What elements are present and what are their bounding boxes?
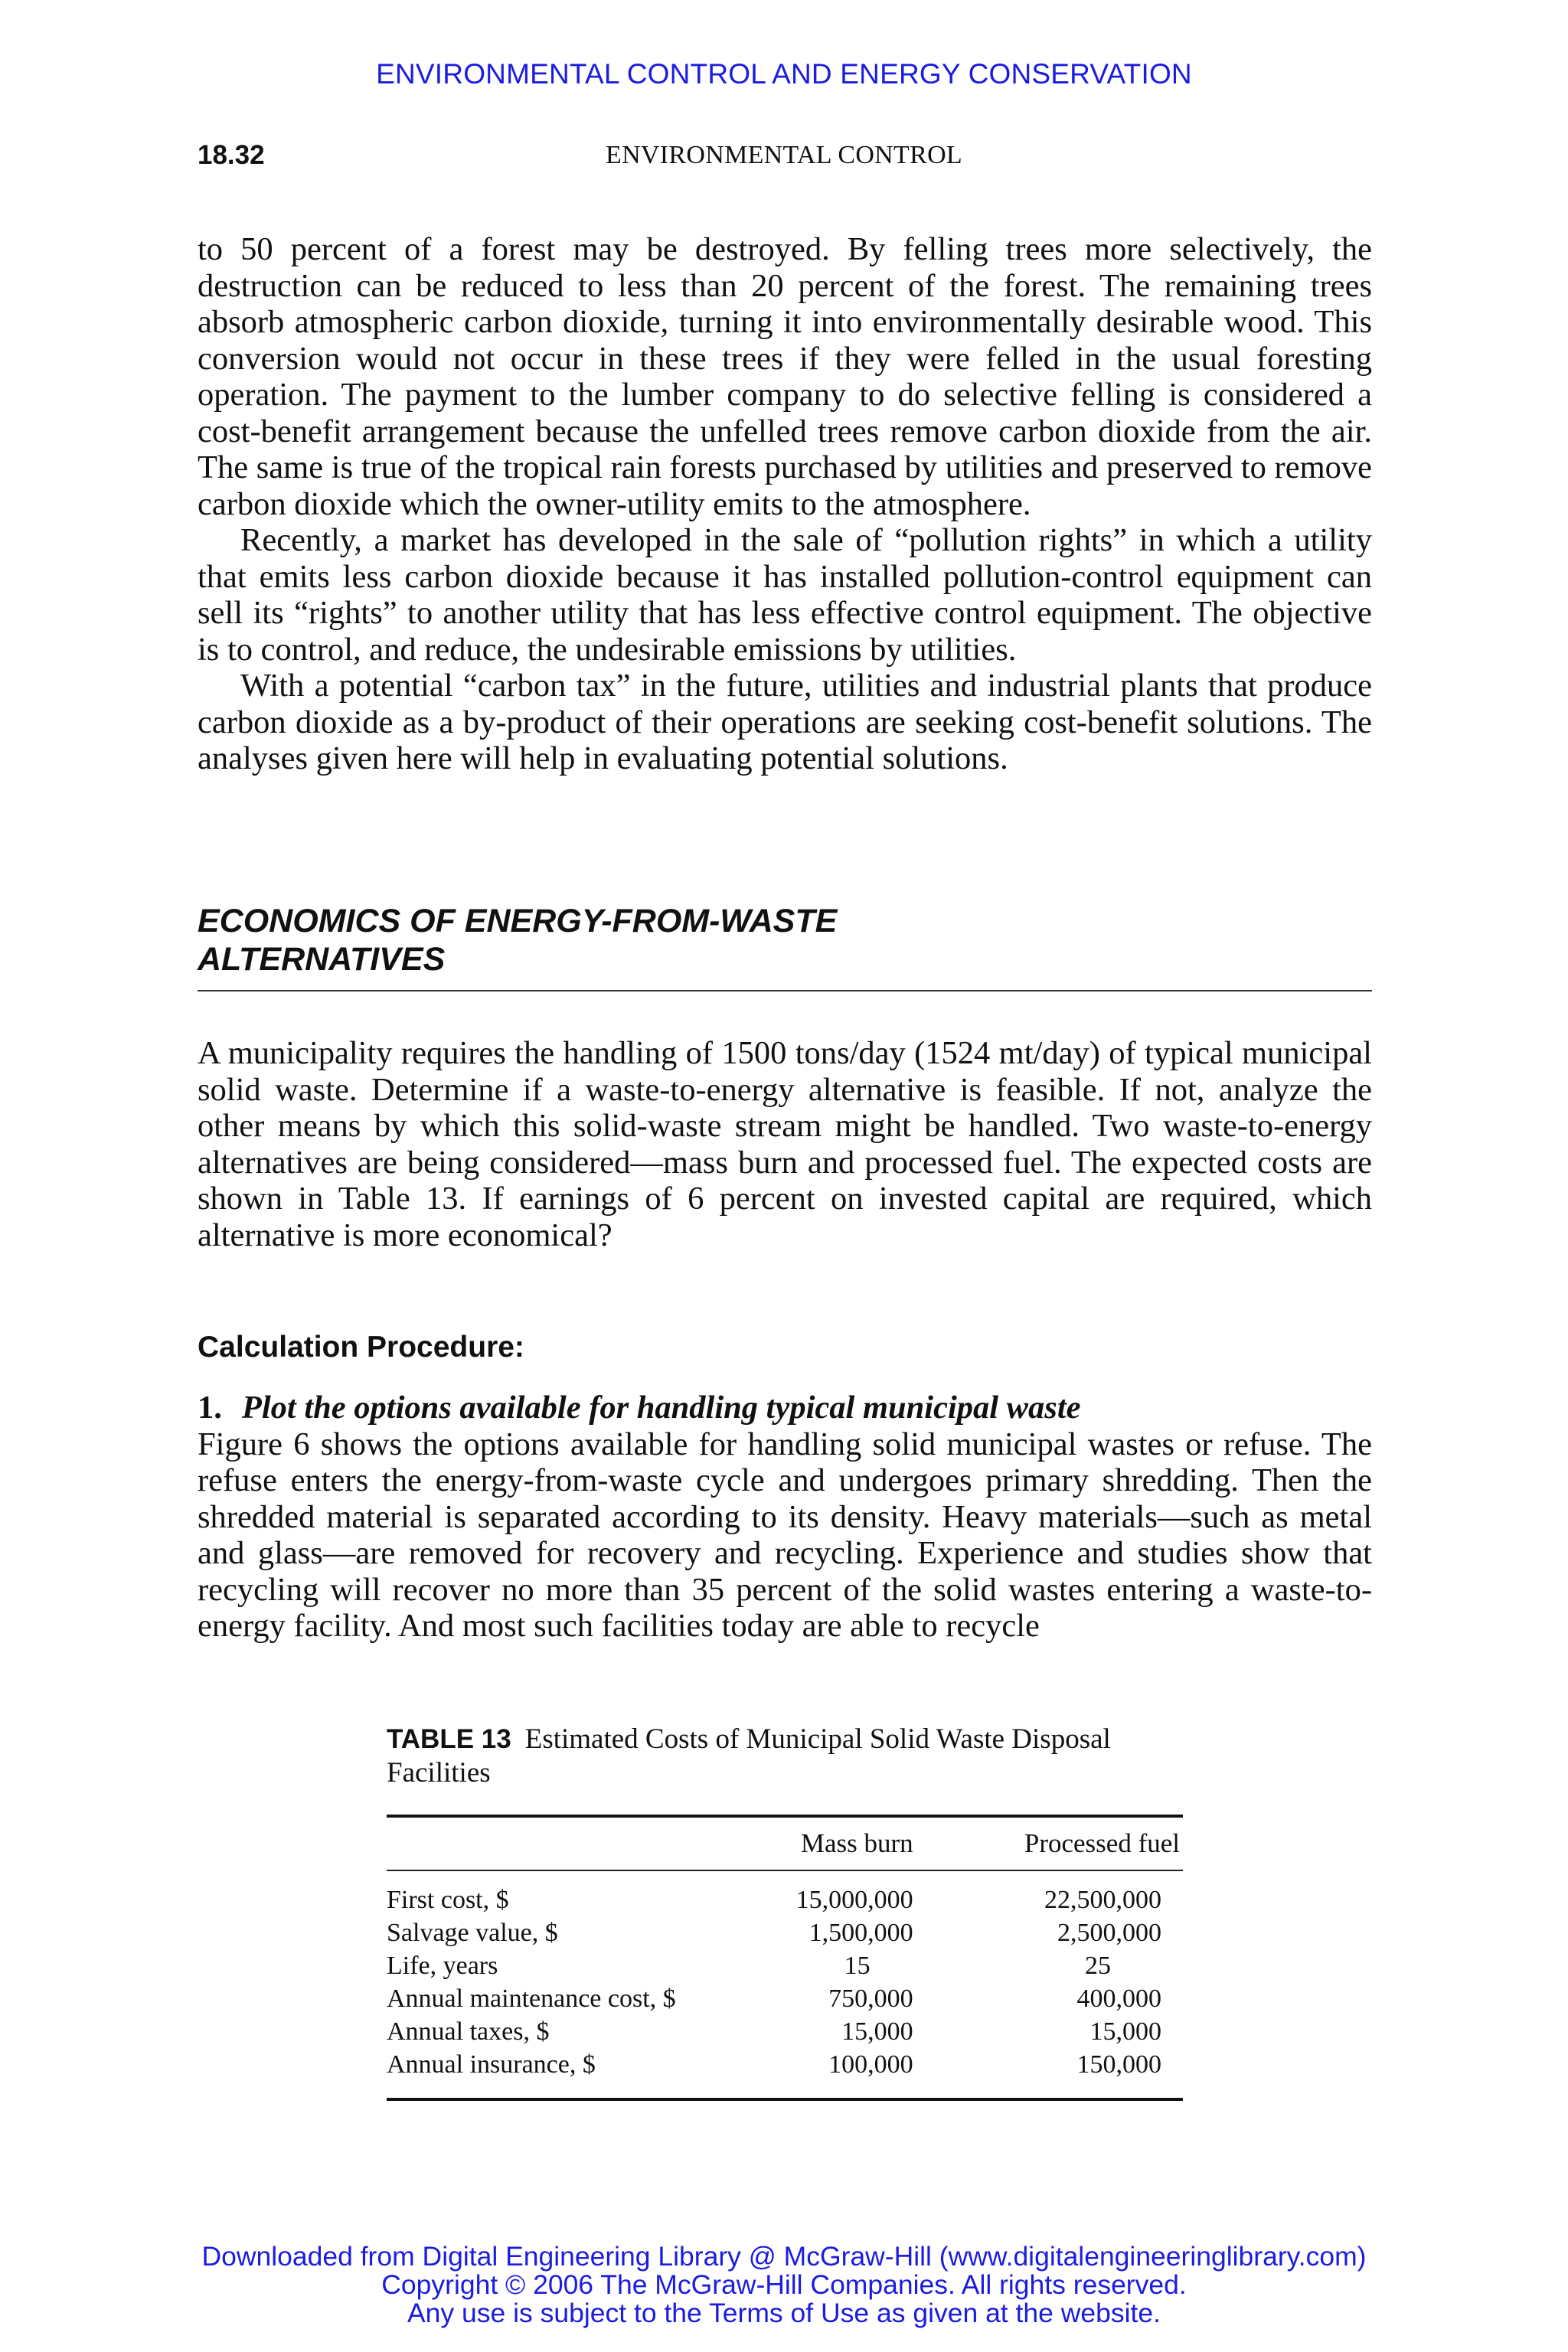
table-caption bbox=[387, 1723, 1183, 1790]
step-1 bbox=[198, 1390, 1372, 1645]
paragraph: With a potential “carbon tax” in the future, utilities and industrial plants that produce carbon dioxide as a by-product of their operations are seeking cost-benefit solutions. The analyses given here will help in evaluating potential solutions. bbox=[198, 668, 1372, 776]
row-label: Annual taxes, $ bbox=[387, 2017, 550, 2046]
mass-burn-value: 100,000 bbox=[828, 2050, 913, 2079]
download-footer bbox=[0, 2243, 1568, 2328]
row-label: Salvage value, $ bbox=[387, 1919, 558, 1947]
table-13 bbox=[387, 1723, 1183, 2101]
processed-fuel-value: 25 bbox=[1085, 1952, 1111, 1980]
table-row bbox=[387, 1949, 1183, 1982]
table-header-row bbox=[387, 1818, 1183, 1870]
footer-terms-line: Any use is subject to the Terms of Use as given at the website. bbox=[407, 2298, 1161, 2328]
column-header-processed-fuel: Processed fuel bbox=[1024, 1828, 1180, 1858]
book-banner-title: ENVIRONMENTAL CONTROL AND ENERGY CONSERVATION bbox=[376, 58, 1192, 90]
table-row bbox=[387, 2048, 1183, 2098]
step-number: 1. bbox=[198, 1390, 222, 1426]
processed-fuel-value: 22,500,000 bbox=[1044, 1886, 1161, 1914]
mass-burn-value: 15,000,000 bbox=[795, 1886, 913, 1914]
row-label: Annual insurance, $ bbox=[387, 2050, 596, 2079]
footer-copyright-line: Copyright © 2006 The McGraw-Hill Companies. All rights reserved. bbox=[381, 2269, 1187, 2300]
section-divider bbox=[198, 990, 1372, 991]
section-heading-line2: ALTERNATIVES bbox=[198, 941, 446, 978]
table-row bbox=[387, 1871, 1183, 1916]
table-row bbox=[387, 2015, 1183, 2048]
processed-fuel-value: 2,500,000 bbox=[1057, 1919, 1161, 1947]
table-bottom-rule bbox=[387, 2098, 1183, 2101]
running-header: ENVIRONMENTAL CONTROL bbox=[606, 141, 962, 169]
table-row bbox=[387, 1916, 1183, 1949]
page-number: 18.32 bbox=[198, 140, 265, 170]
paragraph: to 50 percent of a forest may be destroyed. By felling trees more selectively, the destruction can be reduced to less than 20 percent of the forest. The remaining trees absorb atmospheric carbon dioxide, turning it into environmentally desirable wood. This conversion would not occur in these trees if they were felled in the usual foresting operation. The payment to the lumber company to do selective felling is considered a cost-benefit arrangement because the unfelled trees remove carbon dioxide from the air. The same is true of the tropical rain forests purchased by utilities and preserved to remove carbon dioxide which the owner-utility emits to the atmosphere. bbox=[198, 231, 1372, 522]
section-heading bbox=[198, 902, 1372, 978]
mass-burn-value: 15,000 bbox=[841, 2017, 913, 2046]
column-header-mass-burn: Mass burn bbox=[800, 1828, 913, 1858]
row-label: Annual maintenance cost, $ bbox=[387, 1984, 676, 2013]
intro-text bbox=[198, 231, 1372, 777]
step-title: Plot the options available for handling typical municipal waste bbox=[241, 1390, 1081, 1426]
paragraph: Figure 6 shows the options available for handling solid municipal wastes or refuse. The refuse enters the energy-from-waste cycle and undergoes primary shredding. Then the shredded material is separated according to its density. Heavy materials—such as metal and glass—are removed for recovery and recycling. Experience and studies show that recycling will recover no more than 35 percent of the solid wastes entering a waste-to-energy facility. And most such facilities today are able to recycle bbox=[198, 1426, 1372, 1644]
table-row bbox=[387, 1982, 1183, 2015]
table-title: Estimated Costs of Municipal Solid Waste Disposal Facilities bbox=[387, 1723, 1111, 1788]
processed-fuel-value: 400,000 bbox=[1076, 1984, 1161, 2013]
processed-fuel-value: 150,000 bbox=[1076, 2050, 1161, 2079]
cost-table bbox=[387, 1818, 1183, 2098]
row-label: Life, years bbox=[387, 1952, 498, 1980]
paragraph: A municipality requires the handling of 1500 tons/day (1524 mt/day) of typical municipal solid waste. Determine if a waste-to-energy alternative is feasible. If not, analyze the other means by which this solid-waste stream might be handled. Two waste-to-energy alternatives are being considered—mass burn and processed fuel. The expected costs are shown in Table 13. If earnings of 6 percent on invested capital are required, which alternative is more economical? bbox=[198, 1035, 1372, 1253]
problem-statement bbox=[198, 1035, 1372, 1253]
mass-burn-value: 15 bbox=[844, 1952, 871, 1980]
footer-source-line[interactable]: Downloaded from Digital Engineering Library @ McGraw-Hill (www.digitalengineeringlibrary.com) bbox=[201, 2241, 1367, 2272]
calculation-heading: Calculation Procedure: bbox=[198, 1331, 524, 1364]
column-header-label bbox=[387, 1818, 733, 1870]
paragraph: Recently, a market has developed in the sale of “pollution rights” in which a utility that emits less carbon dioxide because it has installed pollution-control equipment can sell its “rights” to another utility that has less effective control equipment. The objective is to control, and reduce, the undesirable emissions by utilities. bbox=[198, 522, 1372, 668]
mass-burn-value: 750,000 bbox=[828, 1984, 913, 2013]
row-label: First cost, $ bbox=[387, 1886, 509, 1914]
processed-fuel-value: 15,000 bbox=[1089, 2017, 1161, 2046]
step-heading bbox=[198, 1390, 1372, 1426]
section-heading-line1: ECONOMICS OF ENERGY-FROM-WASTE bbox=[198, 903, 838, 939]
table-label: TABLE 13 bbox=[387, 1724, 511, 1754]
mass-burn-value: 1,500,000 bbox=[808, 1919, 913, 1947]
